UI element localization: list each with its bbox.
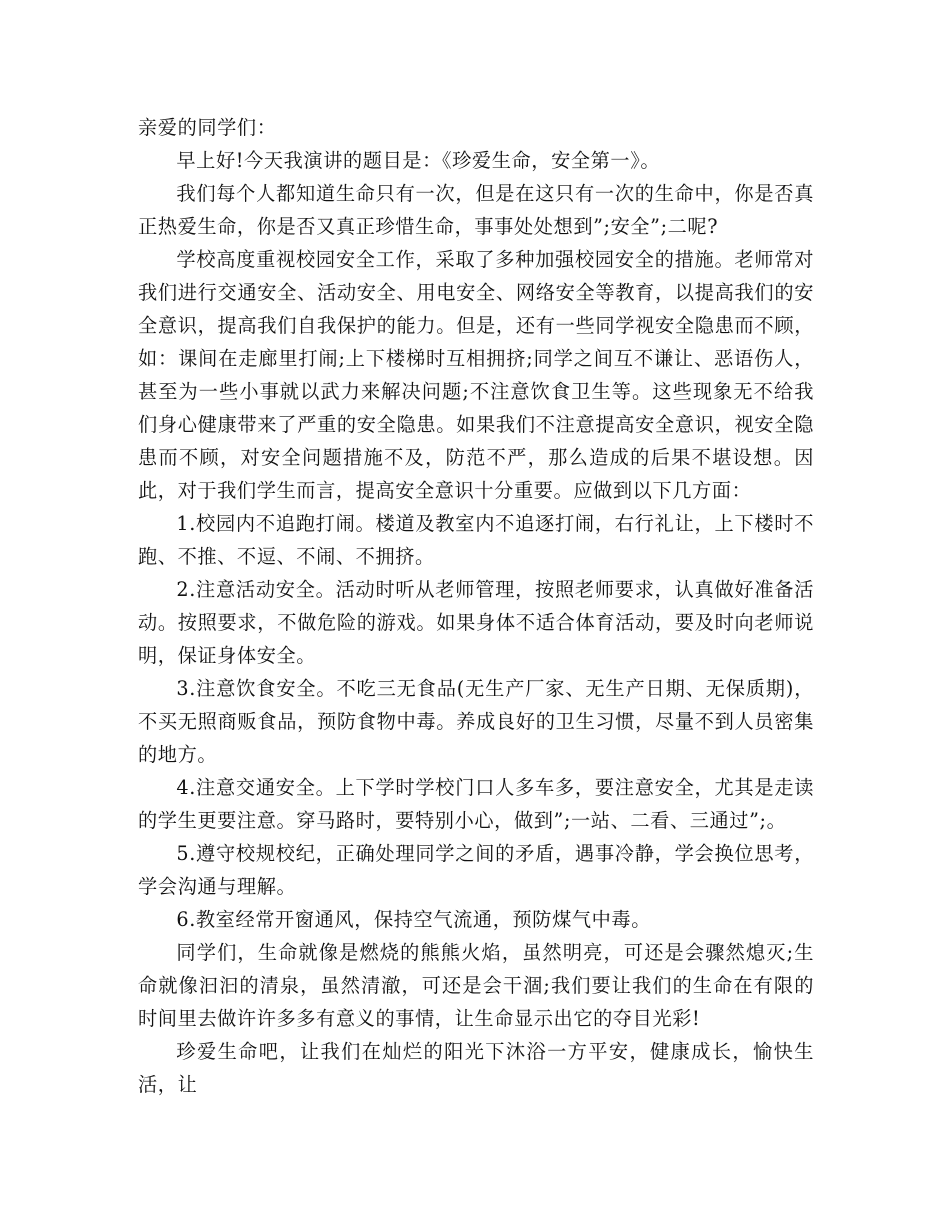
paragraph-closing: 珍爱生命吧，让我们在灿烂的阳光下沐浴一方平安，健康成长，愉快生活，让 [138, 1040, 814, 1096]
list-item-ventilation: 6.教室经常开窗通风，保持空气流通，预防煤气中毒。 [176, 908, 652, 931]
greeting: 亲爱的同学们： [138, 116, 277, 139]
paragraph-opening: 早上好!今天我演讲的题目是：《珍爱生命，安全第一》。 [176, 149, 661, 172]
list-item-activity-safety: 2.注意活动安全。活动时听从老师管理，按照老师要求，认真做好准备活动。按照要求，不做危险的游戏。如果身体不适合体育活动，要及时向老师说明，保证身体安全。 [138, 578, 814, 667]
speech-body [138, 111, 814, 1101]
list-item-school-rules: 5.遵守校规校纪，正确处理同学之间的矛盾，遇事冷静，学会换位思考，学会沟通与理解。 [138, 842, 814, 898]
list-item-traffic-safety: 4.注意交通安全。上下学时学校门口人多车多，要注意安全，尤其是走读的学生更要注意。穿马路时，要特别小心，做到”;一站、二看、三通过”;。 [138, 776, 814, 832]
paragraph-life-metaphor: 同学们，生命就像是燃烧的熊熊火焰，虽然明亮，可还是会骤然熄灭;生命就像汩汩的清泉，虽然清澈，可还是会干涸;我们要让我们的生命在有限的时间里去做许许多多有意义的事情，让生命显示出它的夺目光彩! [138, 941, 814, 1030]
list-item-no-chasing: 1.校园内不追跑打闹。楼道及教室内不追逐打闹，右行礼让，上下楼时不跑、不推、不逗、不闹、不拥挤。 [138, 512, 814, 568]
paragraph-school-safety: 学校高度重视校园安全工作，采取了多种加强校园安全的措施。老师常对我们进行交通安全、活动安全、用电安全、网络安全等教育，以提高我们的安全意识，提高我们自我保护的能力。但是，还有一些同学视安全隐患而不顾，如：课间在走廊里打闹;上下楼梯时互相拥挤;同学之间互不谦让、恶语伤人，甚至为一些小事就以武力来解决问题;不注意饮食卫生等。这些现象无不给我们身心健康带来了严重的安全隐患。如果我们不注意提高安全意识，视安全隐患而不顾，对安全问题措施不及，防范不严，那么造成的后果不堪设想。因此，对于我们学生而言，提高安全意识十分重要。应做到以下几方面： [138, 248, 814, 502]
paragraph-question: 我们每个人都知道生命只有一次，但是在这只有一次的生命中，你是否真正热爱生命，你是否又真正珍惜生命，事事处处想到”;安全”;二呢? [138, 182, 814, 238]
list-item-food-safety: 3.注意饮食安全。不吃三无食品(无生产厂家、无生产日期、无保质期)，不买无照商贩食品，预防食物中毒。养成良好的卫生习惯，尽量不到人员密集的地方。 [138, 677, 814, 766]
